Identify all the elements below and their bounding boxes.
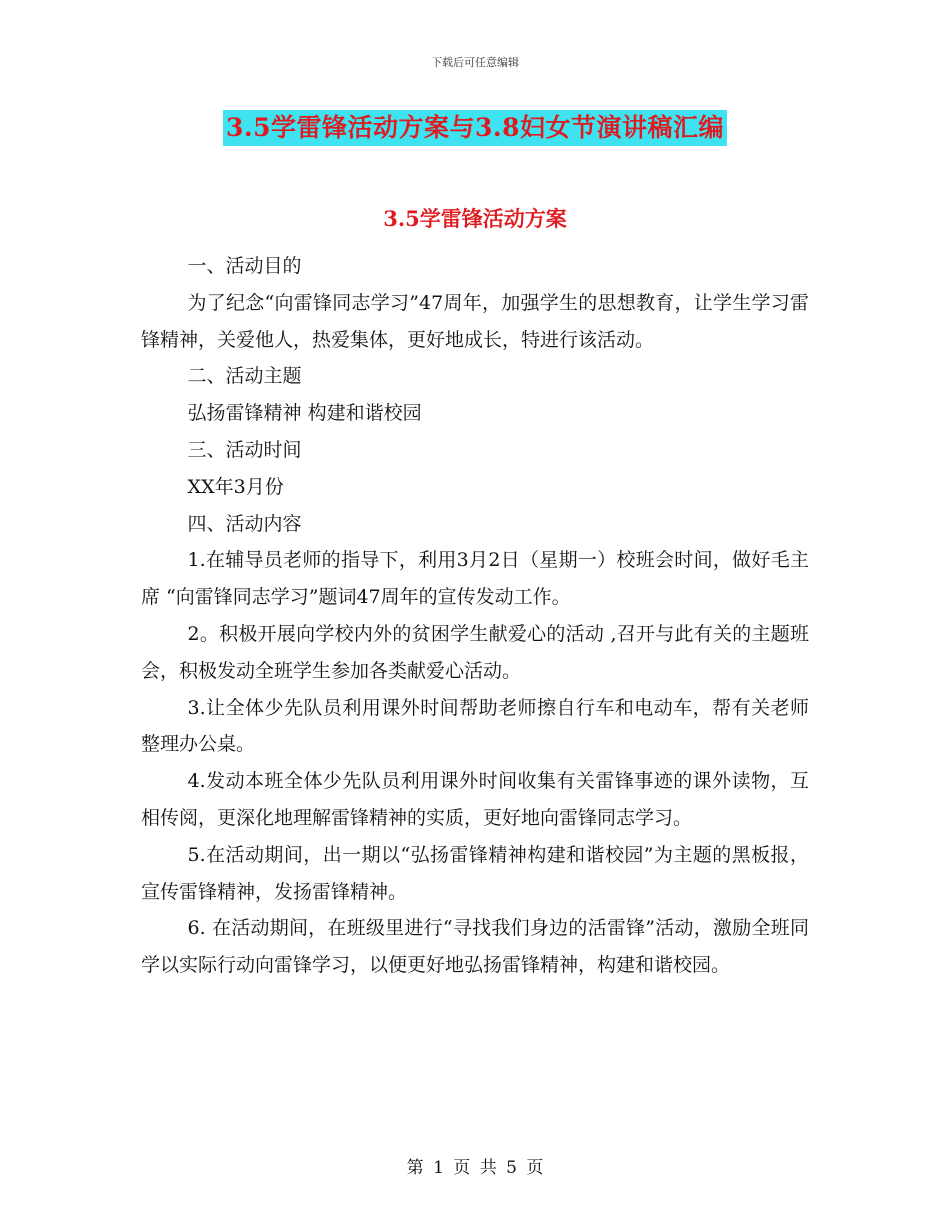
paragraph-purpose: 为了纪念“向雷锋同志学习”47周年，加强学生的思想教育，让学生学习雷锋精神，关爱他人，热爱集体，更好地成长，特进行该活动。 bbox=[141, 291, 809, 351]
heading-time: 三、活动时间 bbox=[187, 438, 302, 461]
page-number-footer: 第 1 页 共 5 页 bbox=[406, 1158, 544, 1178]
main-title-container bbox=[0, 110, 950, 146]
document-body bbox=[141, 248, 809, 984]
content-item-4: 4.发动本班全体少先队员利用课外时间收集有关雷锋事迹的课外读物，互相传阅，更深化地理解雷锋精神的实质，更好地向雷锋同志学习。 bbox=[141, 770, 809, 829]
paragraph-time: XX年3月份 bbox=[187, 475, 284, 498]
content-item-3: 3.让全体少先队员利用课外时间帮助老师擦自行车和电动车，帮有关老师整理办公桌。 bbox=[141, 696, 809, 756]
content-item-1: 1.在辅导员老师的指导下，利用3月2日（星期一）校班会时间，做好毛主席 “向雷锋同志学习”题词47周年的宣传发动工作。 bbox=[141, 549, 809, 609]
section-title: 3.5学雷锋活动方案 bbox=[383, 206, 567, 231]
page-header-note: 下载后可任意编辑 bbox=[431, 56, 519, 69]
content-item-2: 2。积极开展向学校内外的贫困学生献爱心的活动 ,召开与此有关的主题班会，积极发动全班学生参加各类献爱心活动。 bbox=[141, 622, 809, 682]
content-item-6: 6. 在活动期间，在班级里进行“寻找我们身边的活雷锋”活动，激励全班同学以实际行动向雷锋学习，以便更好地弘扬雷锋精神，构建和谐校园。 bbox=[141, 917, 809, 977]
paragraph-theme: 弘扬雷锋精神 构建和谐校园 bbox=[187, 402, 422, 425]
heading-theme: 二、活动主题 bbox=[187, 365, 302, 388]
heading-content: 四、活动内容 bbox=[187, 512, 302, 535]
heading-purpose: 一、活动目的 bbox=[187, 255, 302, 277]
content-item-5: 5.在活动期间，出一期以“弘扬雷锋精神构建和谐校园”为主题的黑板报，宣传雷锋精神，发扬雷锋精神。 bbox=[141, 843, 809, 903]
document-title: 3.5学雷锋活动方案与3.8妇女节演讲稿汇编 bbox=[223, 110, 727, 146]
